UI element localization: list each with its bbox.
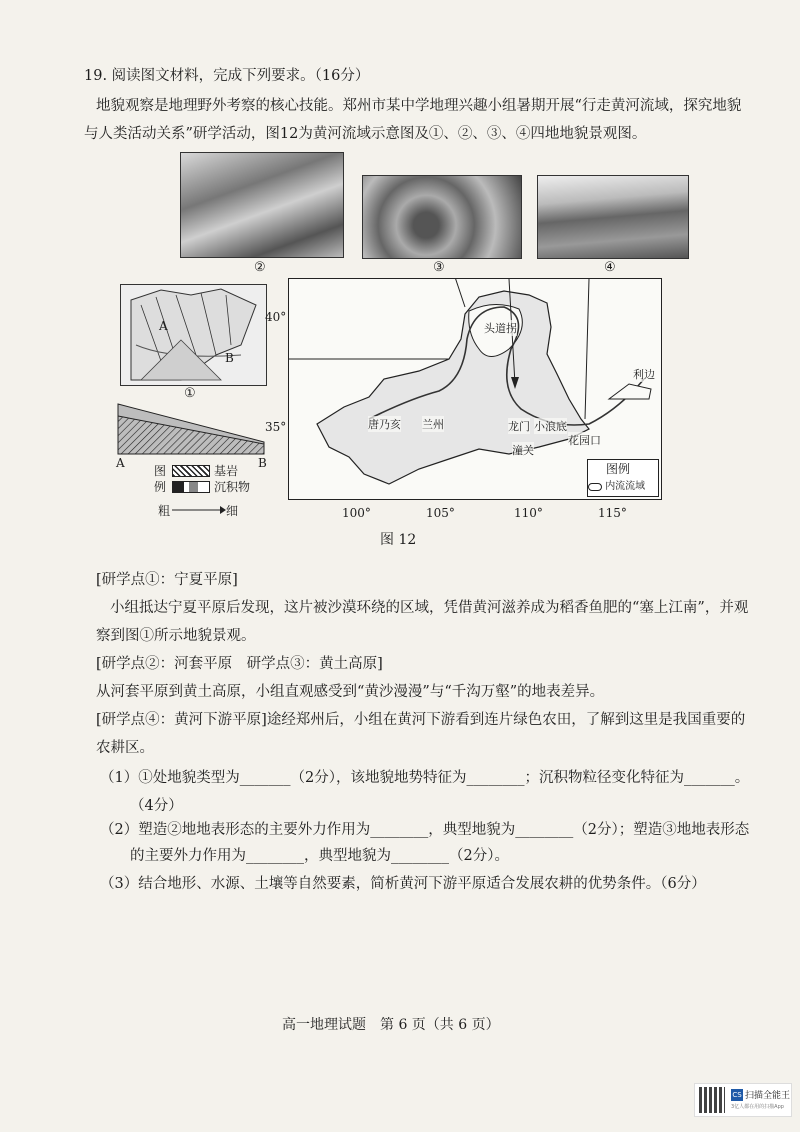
yellow-river-basin-map [288, 278, 662, 500]
scanner-name: 扫描全能王 [745, 1091, 791, 1101]
city-tongguan: 潼关 [512, 444, 534, 457]
photo-3-loess [362, 175, 522, 259]
photo-label-3: ③ [433, 260, 445, 275]
lat-35: 35° [265, 420, 287, 434]
legend-li: 例 [154, 480, 167, 494]
city-toudaoguai: 头道拐 [484, 322, 517, 335]
intro-line-1: 地貌观察是地理野外考察的核心技能。郑州市某中学地理兴趣小组暑期开展“行走黄河流域，探究地貌 [96, 98, 742, 114]
photo-label-4: ④ [604, 260, 616, 275]
inset-point-a: A [159, 319, 168, 333]
legend-fine: 细 [226, 504, 239, 518]
city-huayuankou: 花园口 [568, 434, 601, 447]
lon-100: 100° [342, 506, 371, 520]
city-tangnaihai: 唐乃亥 [368, 418, 401, 431]
page-footer: 高一地理试题 第 6 页（共 6 页） [282, 1017, 500, 1033]
map-legend [587, 459, 659, 497]
sub-question-1-score: （4分） [130, 798, 183, 814]
question-title: 19. 阅读图文材料，完成下列要求。（16分） [84, 68, 370, 84]
photo-4-plain [537, 175, 689, 259]
city-longmen: 龙门 [508, 420, 530, 433]
inland-basin-icon [588, 483, 602, 491]
legend-bedrock-swatch [172, 465, 210, 477]
profile-point-a: A [116, 456, 125, 470]
lat-40: 40° [265, 310, 287, 324]
alluvial-fan-sketch [121, 285, 266, 385]
scanner-subtitle: 3亿人都在用的扫描App [731, 1104, 784, 1110]
map-legend-item-label: 内流流域 [605, 481, 646, 492]
legend-sediment: 沉积物 [214, 480, 251, 494]
profile-point-b: B [258, 456, 267, 470]
inset-alluvial-fan [120, 284, 267, 386]
photo-2-dunes [180, 152, 344, 258]
research-point-4-line-1: [研学点④：黄河下游平原]途经郑州后，小组在黄河下游看到连片绿色农田，了解到这里是我国重要的 [96, 712, 746, 728]
lon-110: 110° [514, 506, 543, 520]
sub-question-2-line-2: 的主要外力作用为________，典型地貌为________（2分）。 [130, 848, 509, 864]
city-xiaolangdi: 小浪底 [534, 420, 567, 433]
sub-question-2-line-1: （2）塑造②地地表形态的主要外力作用为________，典型地貌为________（2分）；塑造③地地表形态 [100, 822, 750, 838]
lon-115: 115° [598, 506, 627, 520]
sub-question-3: （3）结合地形、水源、土壤等自然要素，简析黄河下游平原适合发展农耕的优势条件。（6分） [100, 876, 706, 892]
research-point-1-line-1: 小组抵达宁夏平原后发现，这片被沙漠环绕的区域，凭借黄河滋养成为稻香鱼肥的“塞上江南”，并观 [110, 600, 749, 616]
legend-bedrock: 基岩 [214, 464, 239, 478]
map-legend-item [588, 477, 658, 492]
lon-105: 105° [426, 506, 455, 520]
research-point-2-3-line: 从河套平原到黄土高原，小组直观感受到“黄沙漫漫”与“千沟万壑”的地表差异。 [96, 684, 605, 700]
qr-code-icon [699, 1087, 725, 1113]
intro-line-2: 与人类活动关系”研学活动，图12为黄河流域示意图及①、②、③、④四地地貌景观图。 [84, 126, 647, 142]
map-legend-title: 图例 [606, 462, 631, 476]
scanner-watermark [694, 1083, 792, 1117]
sub-question-1: （1）①处地貌类型为_______（2分），该地貌地势特征为________；沉积物粒径变化特征为_______。 [100, 770, 750, 786]
photo-label-2: ② [254, 260, 266, 275]
figure-caption: 图 12 [380, 532, 417, 548]
city-lanzhou: 兰州 [422, 418, 444, 431]
legend-tu: 图 [154, 464, 167, 478]
research-point-1-heading: [研学点①：宁夏平原] [96, 572, 238, 588]
research-point-2-3-heading: [研学点②：河套平原 研学点③：黄土高原] [96, 656, 383, 672]
research-point-4-line-2: 农耕区。 [96, 740, 154, 756]
legend-sediment-swatch [172, 481, 210, 493]
research-point-1-line-2: 察到图①所示地貌景观。 [96, 628, 256, 644]
legend-coarse: 粗 [158, 504, 171, 518]
city-libian: 利边 [633, 368, 655, 381]
arrow-coarse-to-fine-icon [172, 505, 226, 515]
camscanner-logo: CS [732, 1091, 742, 1099]
photo-label-1: ① [184, 386, 196, 401]
inset-point-b: B [225, 351, 234, 365]
profile-ab [116, 402, 268, 456]
